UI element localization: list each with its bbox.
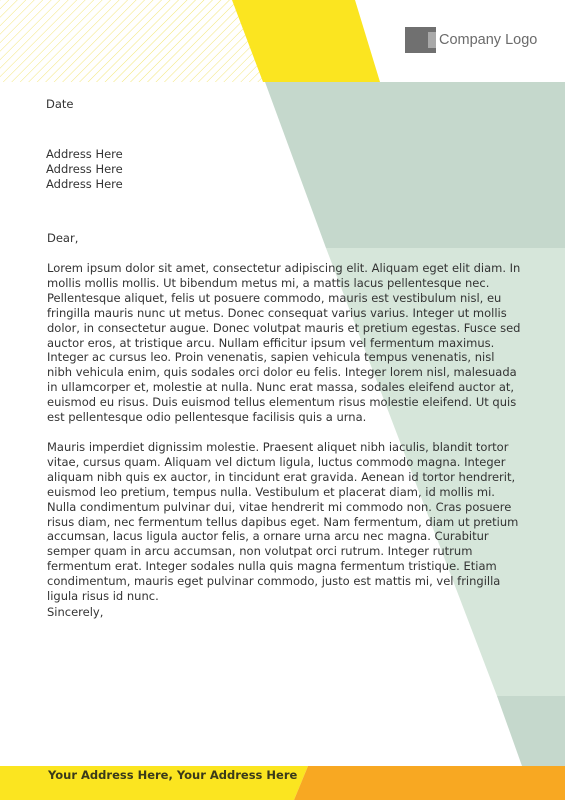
footer-address: Your Address Here, Your Address Here	[48, 768, 298, 782]
address-line: Address Here	[46, 147, 123, 161]
recipient-address	[46, 147, 123, 192]
header-hatch-band	[0, 0, 263, 82]
body-paragraph: Mauris imperdiet dignissim molestie. Praesent aliquet nibh iaculis, blandit tortor vitae, cursus quam. Aliquam vel dictum ligula, luctus commodo magna. Integer aliquam nibh quis ex auctor, in tincidunt erat gravida. Aenean id tortor hendrerit, euismod leo pretium, tempus nulla. Vestibulum et placerat diam, id mollis mi. Nulla condimentum pulvinar dui, vitae hendrerit mi commodo non. Cras posuere risus diam, nec fermentum tellus dapibus eget. Nam fermentum, diam ut pretium accumsan, lacus ligula auctor felis, a ornare urna arcu nec magna. Curabitur semper quam in arcu accumsan, non volutpat orci rutrum. Integer rutrum fermentum erat. Integer sodales nulla quis magna fermentum tristique. Etiam condimentum, mauris eget pulvinar commodo, justo est mattis mi, vel fringilla ligula risus id nunc.	[47, 440, 519, 604]
footer-orange-band	[294, 766, 565, 800]
company-logo	[405, 27, 537, 53]
body-paragraph: Lorem ipsum dolor sit amet, consectetur adipiscing elit. Aliquam eget elit diam. In mollis mollis mollis. Ut bibendum metus mi, a mattis lacus pellentesque nec. Pellentesque aliquet, felis ut posuere commodo, mauris est vestibulum nisl, eu fringilla mauris nunc ut metus. Donec consequat varius varius. Integer ut mollis dolor, in consectetur augue. Donec volutpat mauris et pretium egestas. Fusce sed auctor eros, at tristique arcu. Nullam efficitur ipsum vel fermentum maximus. Integer ac cursus leo. Proin venenatis, sapien vehicula tempus venenatis, nisl nibh vehicula enim, quis sodales orci dolor eu felis. Integer lorem nisl, malesuada in ullamcorper et, molestie at nulla. Nunc erat massa, sodales eleifend auctor at, euismod eu risus. Duis euismod tellus elementum risus molestie eleifend. Ut quis est pellentesque odio pellentesque facilisis quis a urna.	[47, 261, 521, 425]
closing: Sincerely,	[47, 605, 104, 619]
logo-mark-icon	[405, 27, 436, 53]
date-label: Date	[46, 97, 74, 111]
address-line: Address Here	[46, 177, 123, 191]
address-line: Address Here	[46, 162, 123, 176]
sage-panel-upper	[265, 82, 565, 248]
sage-panel-bottom	[497, 696, 565, 766]
logo-text: Company Logo	[439, 32, 538, 48]
salutation: Dear,	[47, 231, 79, 245]
